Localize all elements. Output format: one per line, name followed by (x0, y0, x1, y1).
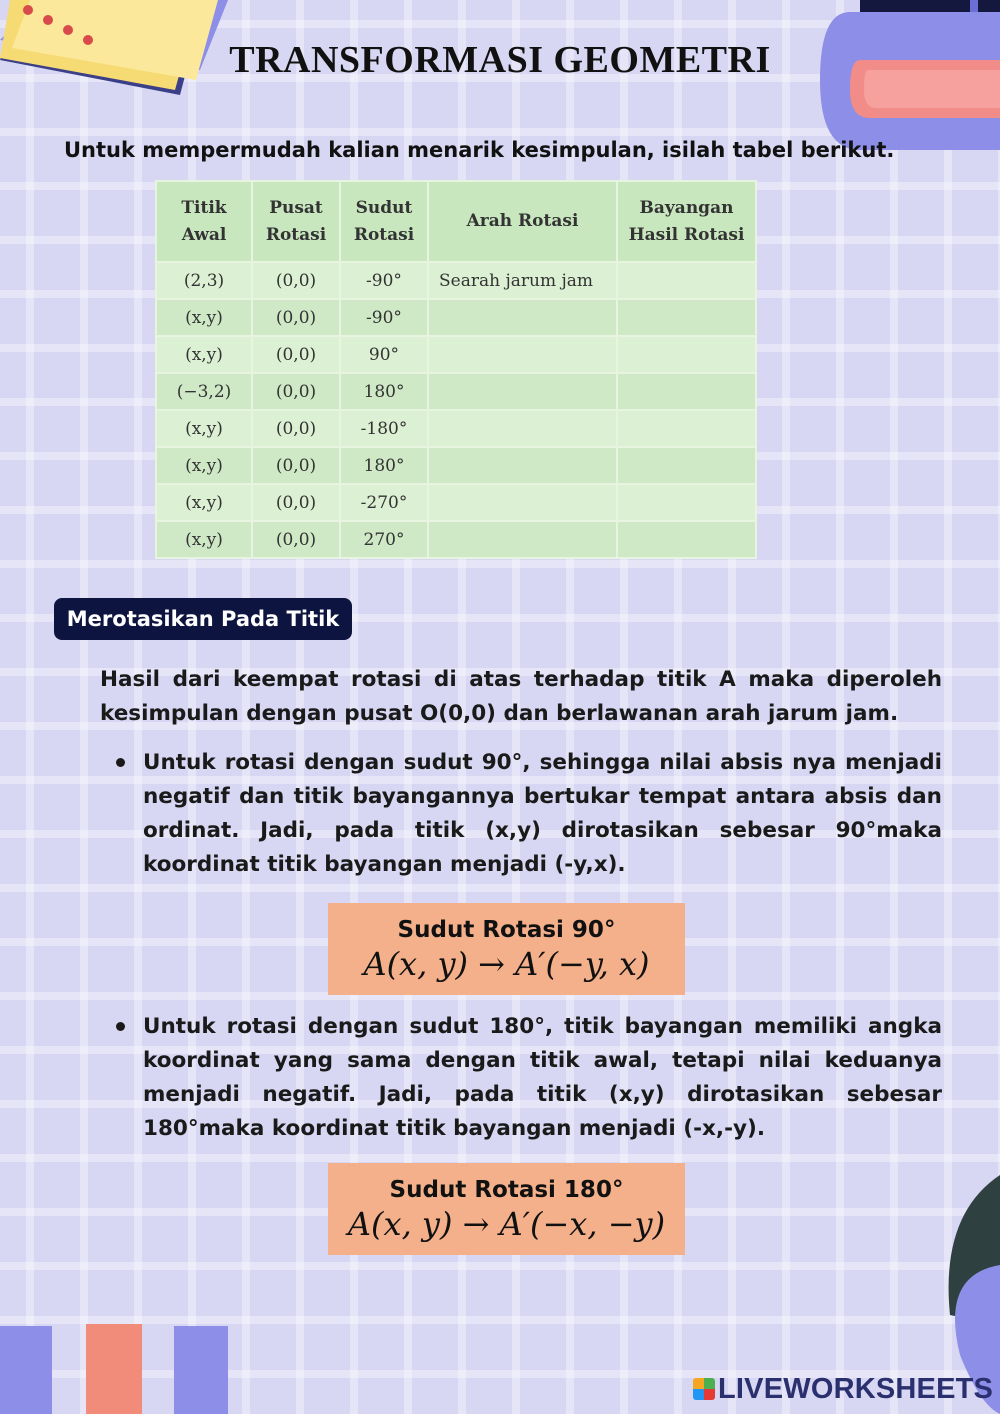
table-row (156, 336, 756, 373)
cell-arah-rotasi[interactable] (428, 447, 617, 484)
formula-title: Sudut Rotasi 90° (397, 917, 616, 943)
bullet-rotation-90 (143, 746, 942, 882)
table-row (156, 373, 756, 410)
cell-arah-rotasi[interactable] (428, 521, 617, 558)
cell-bayangan[interactable] (617, 410, 756, 447)
bullet-text: Untuk rotasi dengan sudut 180°, titik bayangan memiliki angka koordinat yang sama dengan titik awal, tetapi nilai keduanya menjadi negatif. Jadi, pada titik (x,y) dirotasikan sebesar 180°maka koordinat titik bayangan menjadi (-x,-y). (143, 1014, 942, 1141)
header-bayangan: Bayangan Hasil Rotasi (617, 181, 756, 262)
cell-bayangan[interactable] (617, 262, 756, 299)
bullet-text: Untuk rotasi dengan sudut 90°, sehingga nilai absis nya menjadi negatif dan titik bayangannya bertukar tempat antara absis dan ordinat. Jadi, pada titik (x,y) dirotasikan sebesar 90°maka koordinat titik bayangan menjadi (-y,x). (143, 750, 942, 877)
cell-pusat-rotasi: (0,0) (252, 410, 340, 447)
cell-sudut-rotasi: -270° (340, 484, 428, 521)
section-label: Merotasikan Pada Titik (54, 598, 352, 640)
cell-bayangan[interactable] (617, 521, 756, 558)
formula-expression: A(x, y) → A′(−x, −y) (347, 1205, 666, 1243)
cell-sudut-rotasi: 90° (340, 336, 428, 373)
cell-titik-awal: (x,y) (156, 410, 252, 447)
cell-titik-awal: (x,y) (156, 521, 252, 558)
summary-paragraph: Hasil dari keempat rotasi di atas terhadap titik A maka diperoleh kesimpulan dengan pusat O(0,0) dan berlawanan arah jarum jam. (100, 667, 942, 726)
cell-pusat-rotasi: (0,0) (252, 262, 340, 299)
cell-titik-awal: (−3,2) (156, 373, 252, 410)
cell-arah-rotasi[interactable] (428, 410, 617, 447)
cell-titik-awal: (x,y) (156, 336, 252, 373)
bullet-icon (116, 1022, 125, 1031)
cell-sudut-rotasi: 180° (340, 447, 428, 484)
cell-sudut-rotasi: 180° (340, 373, 428, 410)
cell-pusat-rotasi: (0,0) (252, 373, 340, 410)
cell-bayangan[interactable] (617, 373, 756, 410)
cell-sudut-rotasi: -180° (340, 410, 428, 447)
cell-sudut-rotasi: -90° (340, 299, 428, 336)
pillars-decoration (0, 1322, 240, 1414)
cell-titik-awal: (x,y) (156, 299, 252, 336)
cell-arah-rotasi: Searah jarum jam (428, 262, 617, 299)
cell-sudut-rotasi: 270° (340, 521, 428, 558)
formula-box-180 (328, 1163, 685, 1255)
table-row (156, 299, 756, 336)
table-row (156, 262, 756, 299)
cell-pusat-rotasi: (0,0) (252, 447, 340, 484)
formula-box-90 (328, 903, 685, 995)
formula-expression: A(x, y) → A′(−y, x) (363, 945, 650, 983)
formula-title: Sudut Rotasi 180° (389, 1177, 624, 1203)
cell-bayangan[interactable] (617, 484, 756, 521)
cell-bayangan[interactable] (617, 336, 756, 373)
logo-icon (693, 1378, 715, 1400)
instruction-text: Untuk mempermudah kalian menarik kesimpulan, isilah tabel berikut. (64, 138, 895, 162)
cell-titik-awal: (2,3) (156, 262, 252, 299)
cell-pusat-rotasi: (0,0) (252, 299, 340, 336)
header-sudut-rotasi: Sudut Rotasi (340, 181, 428, 262)
bullet-rotation-180 (143, 1010, 942, 1146)
cell-pusat-rotasi: (0,0) (252, 521, 340, 558)
cell-titik-awal: (x,y) (156, 447, 252, 484)
liveworksheets-logo (693, 1373, 993, 1406)
cell-arah-rotasi[interactable] (428, 484, 617, 521)
table-row (156, 484, 756, 521)
header-pusat-rotasi: Pusat Rotasi (252, 181, 340, 262)
cell-pusat-rotasi: (0,0) (252, 336, 340, 373)
cell-arah-rotasi[interactable] (428, 373, 617, 410)
bullet-icon (116, 758, 125, 767)
logo-text: LIVEWORKSHEETS (718, 1373, 994, 1405)
cell-pusat-rotasi: (0,0) (252, 484, 340, 521)
cell-sudut-rotasi: -90° (340, 262, 428, 299)
table-row (156, 447, 756, 484)
page-title: TRANSFORMASI GEOMETRI (229, 39, 771, 81)
cell-bayangan[interactable] (617, 447, 756, 484)
table-header-row (156, 181, 756, 262)
cell-titik-awal: (x,y) (156, 484, 252, 521)
cell-bayangan[interactable] (617, 299, 756, 336)
cell-arah-rotasi[interactable] (428, 336, 617, 373)
header-arah-rotasi: Arah Rotasi (428, 181, 617, 262)
table-row (156, 410, 756, 447)
table-row (156, 521, 756, 558)
header-titik-awal: Titik Awal (156, 181, 252, 262)
rotation-table (155, 180, 757, 559)
cell-arah-rotasi[interactable] (428, 299, 617, 336)
